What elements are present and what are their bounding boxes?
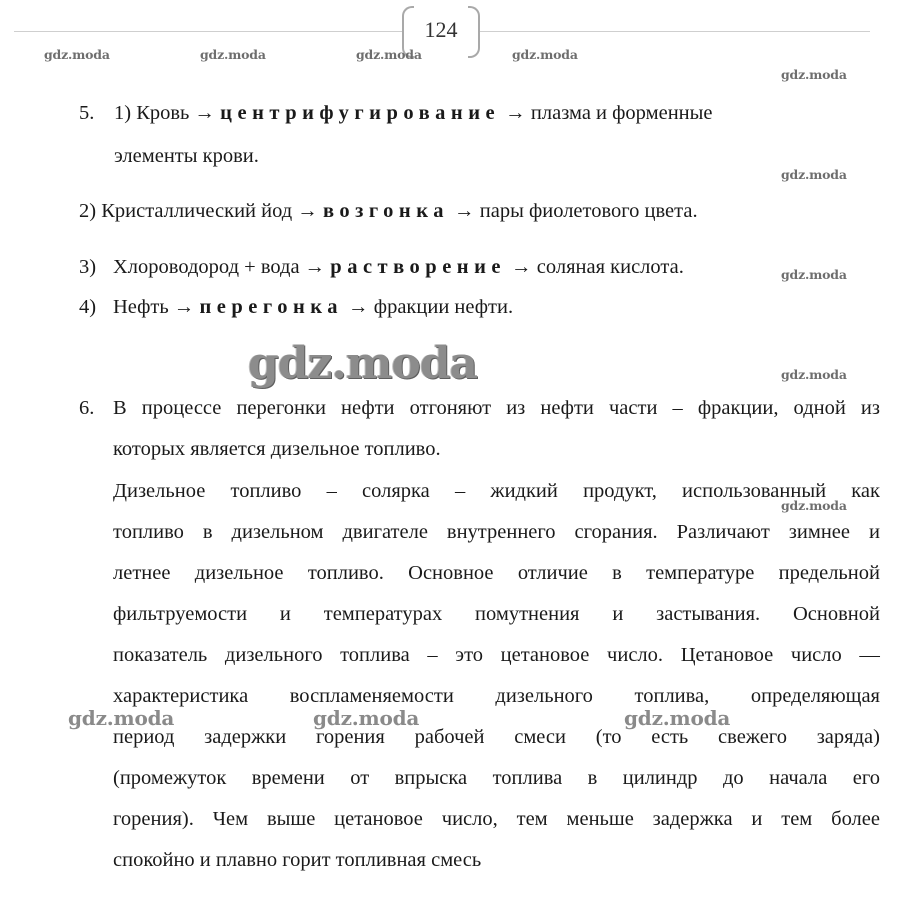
watermark: gdz.moda [781, 167, 847, 182]
word: рабочей [414, 726, 485, 748]
word: свежего [718, 726, 787, 748]
word: дизельное [194, 562, 284, 584]
word: температуре [646, 562, 755, 584]
task6-line: спокойно и плавно горит топливная смесь [113, 849, 482, 871]
word: топливо. [307, 562, 384, 584]
word: это [455, 644, 484, 666]
word: фильтруемости [113, 603, 248, 625]
watermark: gdz.moda [200, 47, 266, 62]
word: времени [251, 767, 325, 789]
word: (то [595, 726, 622, 748]
word: дизельного [495, 685, 593, 707]
word: Основной [793, 603, 880, 625]
word: части [608, 397, 658, 419]
watermark: gdz.moda [624, 706, 731, 730]
task6-line [113, 396, 880, 420]
word: задержка [652, 808, 733, 830]
word: двигателе [342, 521, 428, 543]
word: есть [651, 726, 689, 748]
item4-end: → фракции нефти. [348, 296, 514, 318]
word: от [350, 767, 370, 789]
word: отгоняют [409, 397, 492, 419]
word: воспламеняемости [289, 685, 454, 707]
task5-item4-number: 4) [79, 296, 97, 318]
task5-item4 [113, 295, 513, 319]
word: – [454, 480, 466, 502]
item1-start: 1) Кровь → [114, 102, 216, 124]
task5-item1 [114, 101, 713, 125]
word: помутнения [475, 603, 580, 625]
item1-end: → плазма и форменные [505, 102, 713, 124]
word: продукт, [583, 480, 657, 502]
word: более [831, 808, 880, 830]
task5-item3 [113, 255, 684, 279]
task5-number: 5. [79, 102, 95, 124]
watermark: gdz.moda [44, 47, 110, 62]
word: в [587, 767, 598, 789]
word: число [790, 644, 842, 666]
word: солярка [362, 480, 430, 502]
word: топливо [230, 480, 302, 502]
word: сгорания. [574, 521, 658, 543]
word: выше [266, 808, 316, 830]
word: задержки [204, 726, 287, 748]
task6-number: 6. [79, 397, 95, 419]
word: меньше [566, 808, 634, 830]
task6-line [113, 602, 880, 626]
word: цилиндр [622, 767, 698, 789]
word: Дизельное [113, 480, 206, 502]
task6-line [113, 561, 880, 585]
word: Цетановое [680, 644, 774, 666]
task5-item1-continuation: элементы крови. [114, 145, 259, 167]
task5-item2 [79, 199, 698, 223]
item2-end: → пары фиолетового цвета. [454, 200, 698, 222]
task6-line [113, 725, 880, 749]
word: – [326, 480, 337, 502]
word: одной [793, 397, 846, 419]
word: тем [516, 808, 548, 830]
watermark: gdz.moda [512, 47, 578, 62]
word: В [113, 397, 127, 419]
item4-process: перегонка [199, 296, 344, 318]
word: Чем [212, 808, 249, 830]
word: внутреннего [446, 521, 556, 543]
word: в [612, 562, 622, 584]
task6-line [113, 807, 880, 831]
task6-line [113, 479, 880, 503]
word: температурах [323, 603, 443, 625]
word: горения). [113, 808, 194, 830]
word: тем [781, 808, 813, 830]
page-number: 124 [424, 17, 458, 42]
watermark: gdz.moda [356, 47, 422, 62]
word: как [851, 480, 880, 502]
word: показатель [113, 644, 208, 666]
word: до [723, 767, 744, 789]
item1-process: центрифугирование [220, 102, 501, 124]
task6-line: которых является дизельное топливо. [113, 438, 441, 460]
watermark: gdz.moda [781, 367, 847, 382]
word: отличие [517, 562, 588, 584]
item4-start: Нефть → [113, 296, 195, 318]
word: дизельного [224, 644, 323, 666]
word: и [279, 603, 291, 625]
word: нефти [341, 397, 395, 419]
word: топлива [340, 644, 410, 666]
task5-item3-number: 3) [79, 256, 97, 278]
word: из [506, 397, 526, 419]
word: смеси [514, 726, 566, 748]
word: процессе [141, 397, 222, 419]
word: и [612, 603, 624, 625]
word: использованный [682, 480, 827, 502]
word: горения [315, 726, 385, 748]
item2-start: 2) Кристаллический йод → [79, 200, 318, 222]
word: число. [607, 644, 664, 666]
watermark: gdz.moda [781, 498, 847, 513]
word: топлива [492, 767, 563, 789]
item3-start: Хлороводород + вода → [113, 256, 326, 278]
word: характеристика [113, 685, 249, 707]
header-rule-right [480, 31, 870, 32]
word: нефти [540, 397, 594, 419]
word: и [751, 808, 763, 830]
task6-line [113, 766, 880, 790]
word: его [852, 767, 880, 789]
watermark: gdz.moda [781, 267, 847, 282]
word: и [868, 521, 880, 543]
word: – [672, 397, 683, 419]
item2-process: возгонка [322, 200, 449, 222]
word: застывания. [656, 603, 761, 625]
word: дизельном [231, 521, 324, 543]
word: заряда) [816, 726, 880, 748]
word: жидкий [490, 480, 558, 502]
header-rule-left [14, 31, 402, 32]
word: число, [441, 808, 498, 830]
watermark: gdz.moda [313, 706, 420, 730]
word: в [202, 521, 213, 543]
word: Различают [676, 521, 770, 543]
word: предельной [778, 562, 880, 584]
word: – [427, 644, 438, 666]
word: топлива, [634, 685, 710, 707]
word: перегонки [236, 397, 326, 419]
item3-end: → соляная кислота. [511, 256, 684, 278]
task6-line [113, 520, 880, 544]
item3-process: растворение [330, 256, 507, 278]
word: цетановое [500, 644, 590, 666]
word: определяющая [750, 685, 880, 707]
watermark: gdz.moda [68, 706, 175, 730]
word: — [859, 644, 880, 666]
watermark-large: gdz.moda [248, 338, 478, 389]
task6-line [113, 684, 880, 708]
word: начала [769, 767, 828, 789]
word: летнее [113, 562, 171, 584]
word: цетановое [334, 808, 423, 830]
word: топливо [113, 521, 184, 543]
word: впрыска [394, 767, 468, 789]
word: из [860, 397, 880, 419]
word: фракции, [697, 397, 779, 419]
word: период [113, 726, 175, 748]
word: зимнее [788, 521, 850, 543]
word: Основное [408, 562, 494, 584]
word: (промежуток [113, 767, 227, 789]
task6-line [113, 643, 880, 667]
watermark: gdz.moda [781, 67, 847, 82]
